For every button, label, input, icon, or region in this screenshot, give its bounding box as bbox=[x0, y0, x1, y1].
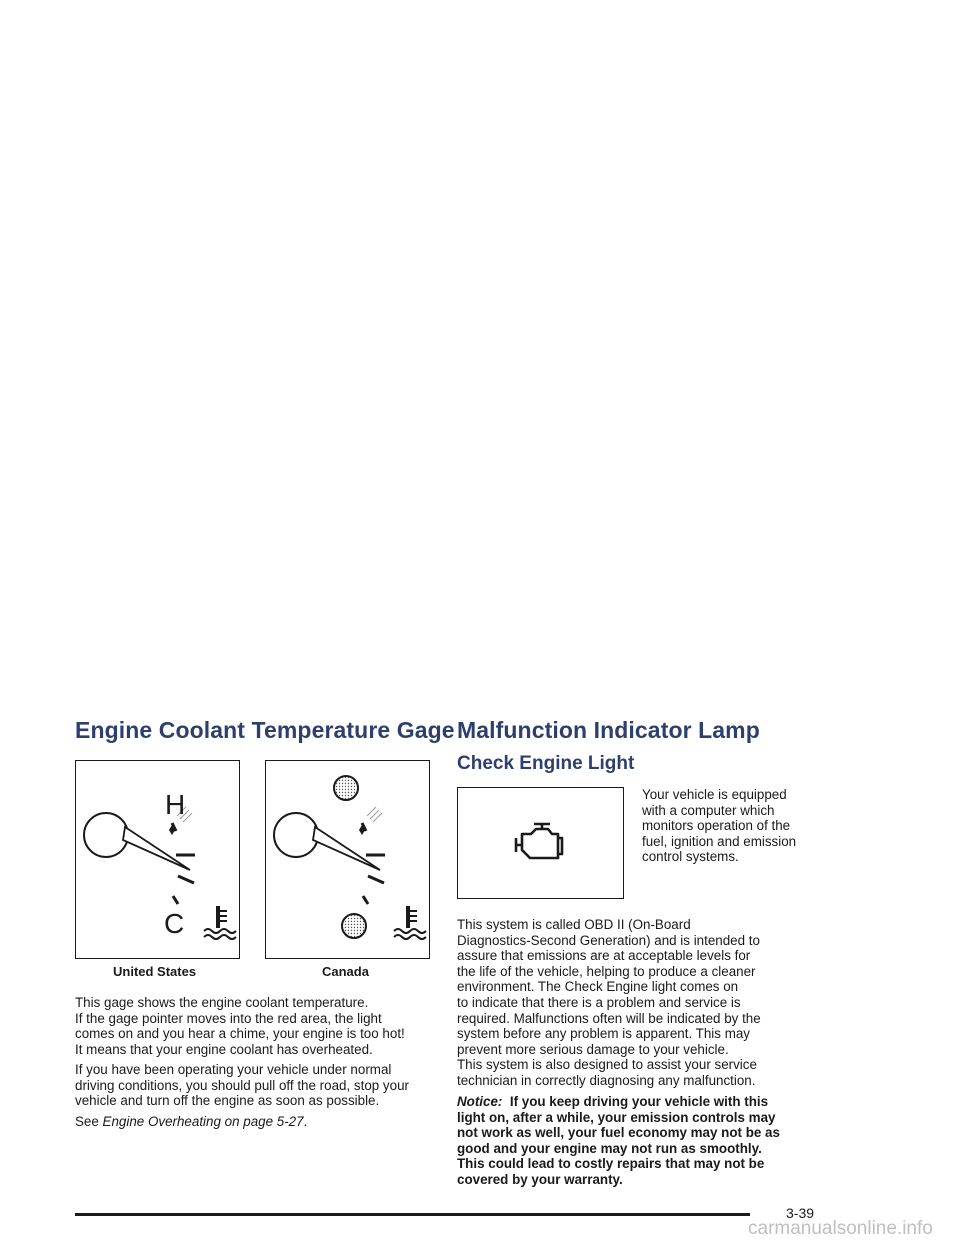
gauge-us-hot-label: H bbox=[165, 789, 186, 820]
text-line: covered by your warranty. bbox=[457, 1171, 623, 1187]
text-line: fuel, ignition and emission bbox=[642, 833, 797, 849]
text-line: not work as well, your fuel economy may not be as bbox=[457, 1125, 780, 1141]
notice-paragraph bbox=[457, 1094, 780, 1188]
text-line: comes on and you hear a chime, your engine is too hot! bbox=[75, 1026, 405, 1042]
see-suffix: . bbox=[303, 1114, 308, 1129]
gauge-canada-illustration bbox=[266, 761, 428, 957]
text-line: This gage shows the engine coolant temperature. bbox=[75, 995, 369, 1010]
text-line: the life of the vehicle, helping to produce a cleaner bbox=[457, 963, 756, 979]
text-line: monitors operation of the bbox=[642, 818, 791, 834]
coolant-paragraph-2 bbox=[75, 1062, 409, 1109]
caption-canada: Canada bbox=[322, 964, 369, 979]
see-reference bbox=[75, 1114, 307, 1130]
check-engine-subheading: Check Engine Light bbox=[457, 753, 635, 774]
coolant-gage-heading: Engine Coolant Temperature Gage bbox=[75, 717, 455, 743]
footer-rule bbox=[75, 1213, 750, 1216]
gauge-canada-figure bbox=[265, 760, 430, 959]
text-line: driving conditions, you should pull off the road, stop your bbox=[75, 1077, 409, 1093]
hot-indicator-dot bbox=[334, 776, 358, 800]
caption-united-states: United States bbox=[113, 964, 197, 979]
coolant-temperature-icon bbox=[204, 906, 236, 939]
check-engine-icon bbox=[458, 788, 622, 897]
text-line: prevent more serious damage to your vehicle. bbox=[457, 1041, 729, 1057]
notice-label: Notice: bbox=[457, 1094, 503, 1109]
obd-paragraph bbox=[457, 917, 761, 1089]
text-line: If you have been operating your vehicle under normal bbox=[75, 1062, 392, 1077]
text-line: environment. The Check Engine light comes on bbox=[457, 979, 739, 995]
site-watermark: carmanualsonline.info bbox=[748, 1218, 933, 1239]
see-prefix: See bbox=[75, 1114, 103, 1129]
text-line: technician in correctly diagnosing any malfunction. bbox=[457, 1072, 756, 1088]
coolant-paragraph-1 bbox=[75, 995, 405, 1057]
gauge-us-illustration bbox=[76, 761, 238, 957]
malfunction-lamp-heading: Malfunction Indicator Lamp bbox=[457, 717, 760, 743]
cold-indicator-dot bbox=[342, 914, 366, 938]
text-line: assure that emissions are at acceptable levels for bbox=[457, 948, 751, 964]
text-line: Diagnostics-Second Generation) and is intended to bbox=[457, 932, 760, 948]
text-line: vehicle and turn off the engine as soon as possible. bbox=[75, 1093, 380, 1109]
text-line: control systems. bbox=[642, 849, 739, 865]
text-line: This could lead to costly repairs that may not be bbox=[457, 1156, 765, 1172]
notice-text: If you keep driving your vehicle with this bbox=[509, 1094, 769, 1109]
page-number: 3-39 bbox=[786, 1205, 815, 1221]
text-line: good and your engine may not run as smoothly. bbox=[457, 1140, 762, 1156]
text-line: If the gage pointer moves into the red area, the light bbox=[75, 1010, 382, 1026]
check-engine-figure bbox=[457, 787, 624, 899]
text-line: This system is called OBD II (On-Board bbox=[457, 917, 691, 932]
text-line: to indicate that there is a problem and service is bbox=[457, 994, 741, 1010]
text-line: system before any problem is apparent. This may bbox=[457, 1026, 750, 1042]
coolant-temperature-icon bbox=[394, 906, 426, 939]
check-engine-intro bbox=[642, 787, 796, 865]
gauge-us-cold-label: C bbox=[164, 908, 185, 939]
text-line: This system is also designed to assist your service bbox=[457, 1057, 757, 1073]
gauge-us-figure bbox=[75, 760, 240, 959]
engine-overheating-link[interactable]: Engine Overheating on page 5-27 bbox=[102, 1114, 304, 1129]
text-line: It means that your engine coolant has overheated. bbox=[75, 1041, 373, 1057]
text-line: Your vehicle is equipped bbox=[642, 787, 787, 802]
text-line: with a computer which bbox=[642, 802, 775, 818]
text-line: light on, after a while, your emission controls may bbox=[457, 1109, 776, 1125]
text-line: required. Malfunctions often will be indicated by the bbox=[457, 1010, 761, 1026]
